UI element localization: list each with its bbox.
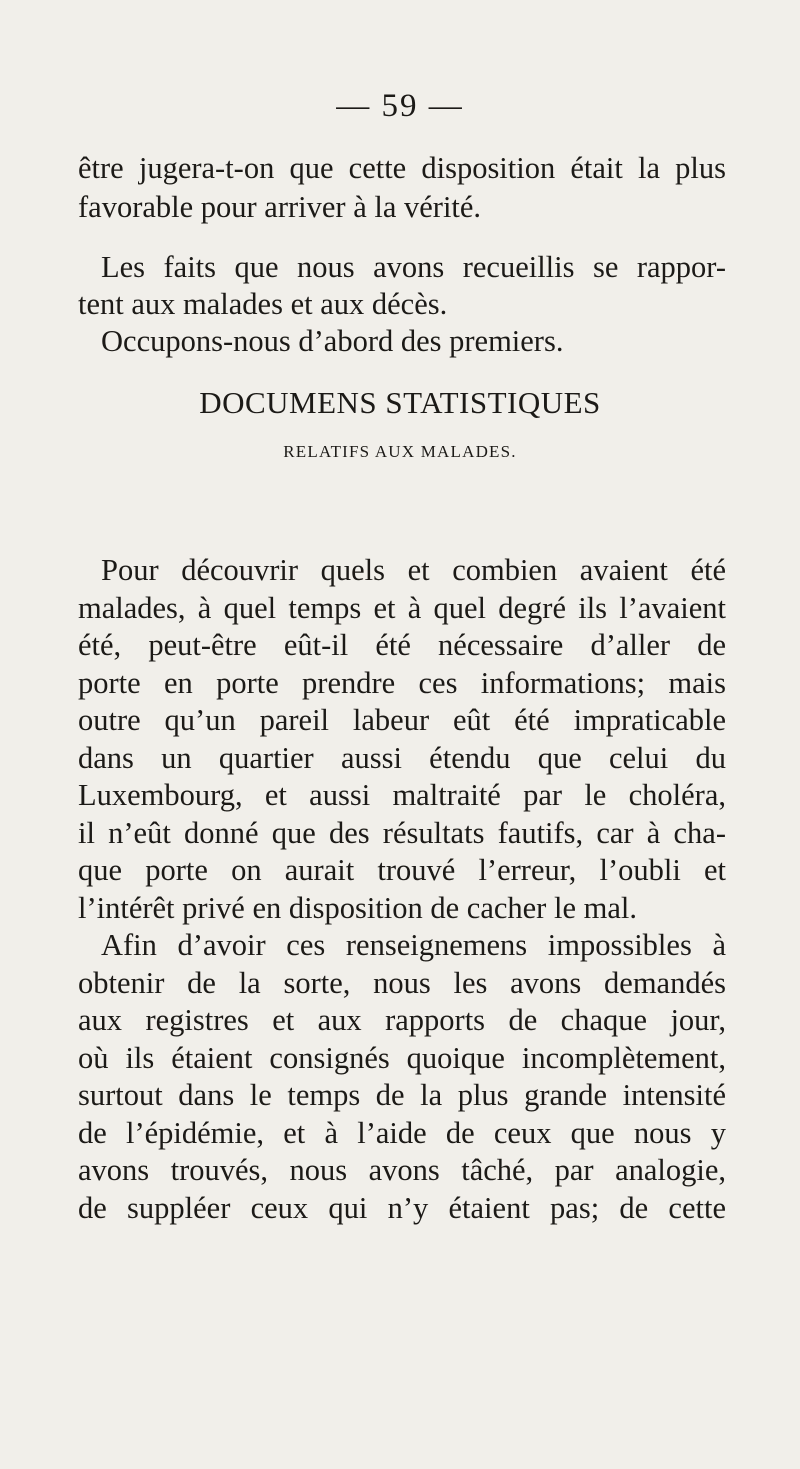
text-line: Pour découvrir quels et combien avaient été	[101, 553, 726, 587]
page-number: — 59 —	[336, 88, 464, 124]
text-line: dans un quartier aussi étendu que celui du	[78, 740, 726, 775]
text-line: il n’eût donné que des résultats fautifs, car à cha-	[78, 815, 726, 850]
section-subheading: RELATIFS AUX MALADES.	[283, 442, 517, 461]
text-line: que porte on aurait trouvé l’erreur, l’oubli et	[78, 853, 726, 887]
text-line: Afin d’avoir ces renseignemens impossibles à	[101, 928, 726, 962]
text-line: surtout dans le temps de la plus grande intensité	[78, 1078, 726, 1112]
text-line: Occupons-nous d’abord des premiers.	[101, 324, 564, 358]
text-line: outre qu’un pareil labeur eût été impraticable	[78, 703, 726, 737]
text-line: de l’épidémie, et à l’aide de ceux que nous y	[78, 1115, 726, 1150]
text-line: être jugera-t-on que cette disposition était la plus	[78, 151, 726, 185]
text-line: obtenir de la sorte, nous les avons demandés	[78, 965, 726, 1000]
text-line: Luxembourg, et aussi maltraité par le choléra,	[78, 778, 726, 812]
text-line: de suppléer ceux qui n’y étaient pas; de cette	[78, 1190, 726, 1225]
text-line: aux registres et aux rapports de chaque jour,	[78, 1003, 726, 1037]
text-line: l’intérêt privé en disposition de cacher le mal.	[78, 890, 637, 925]
text-line: porte en porte prendre ces informations; mais	[78, 665, 726, 700]
text-line: où ils étaient consignés quoique incomplètement,	[78, 1040, 726, 1075]
section-heading: DOCUMENS STATISTIQUES	[199, 385, 601, 420]
text-line: tent aux malades et aux décès.	[78, 287, 448, 321]
text-line: été, peut-être eût-il été nécessaire d’aller de	[78, 628, 726, 662]
text-line: favorable pour arriver à la vérité.	[78, 190, 482, 224]
text-line: avons trouvés, nous avons tâché, par analogie,	[78, 1153, 726, 1187]
text-line: Les faits que nous avons recueillis se rappor-	[101, 250, 726, 284]
text-line: malades, à quel temps et à quel degré ils l’avaient	[78, 590, 726, 625]
